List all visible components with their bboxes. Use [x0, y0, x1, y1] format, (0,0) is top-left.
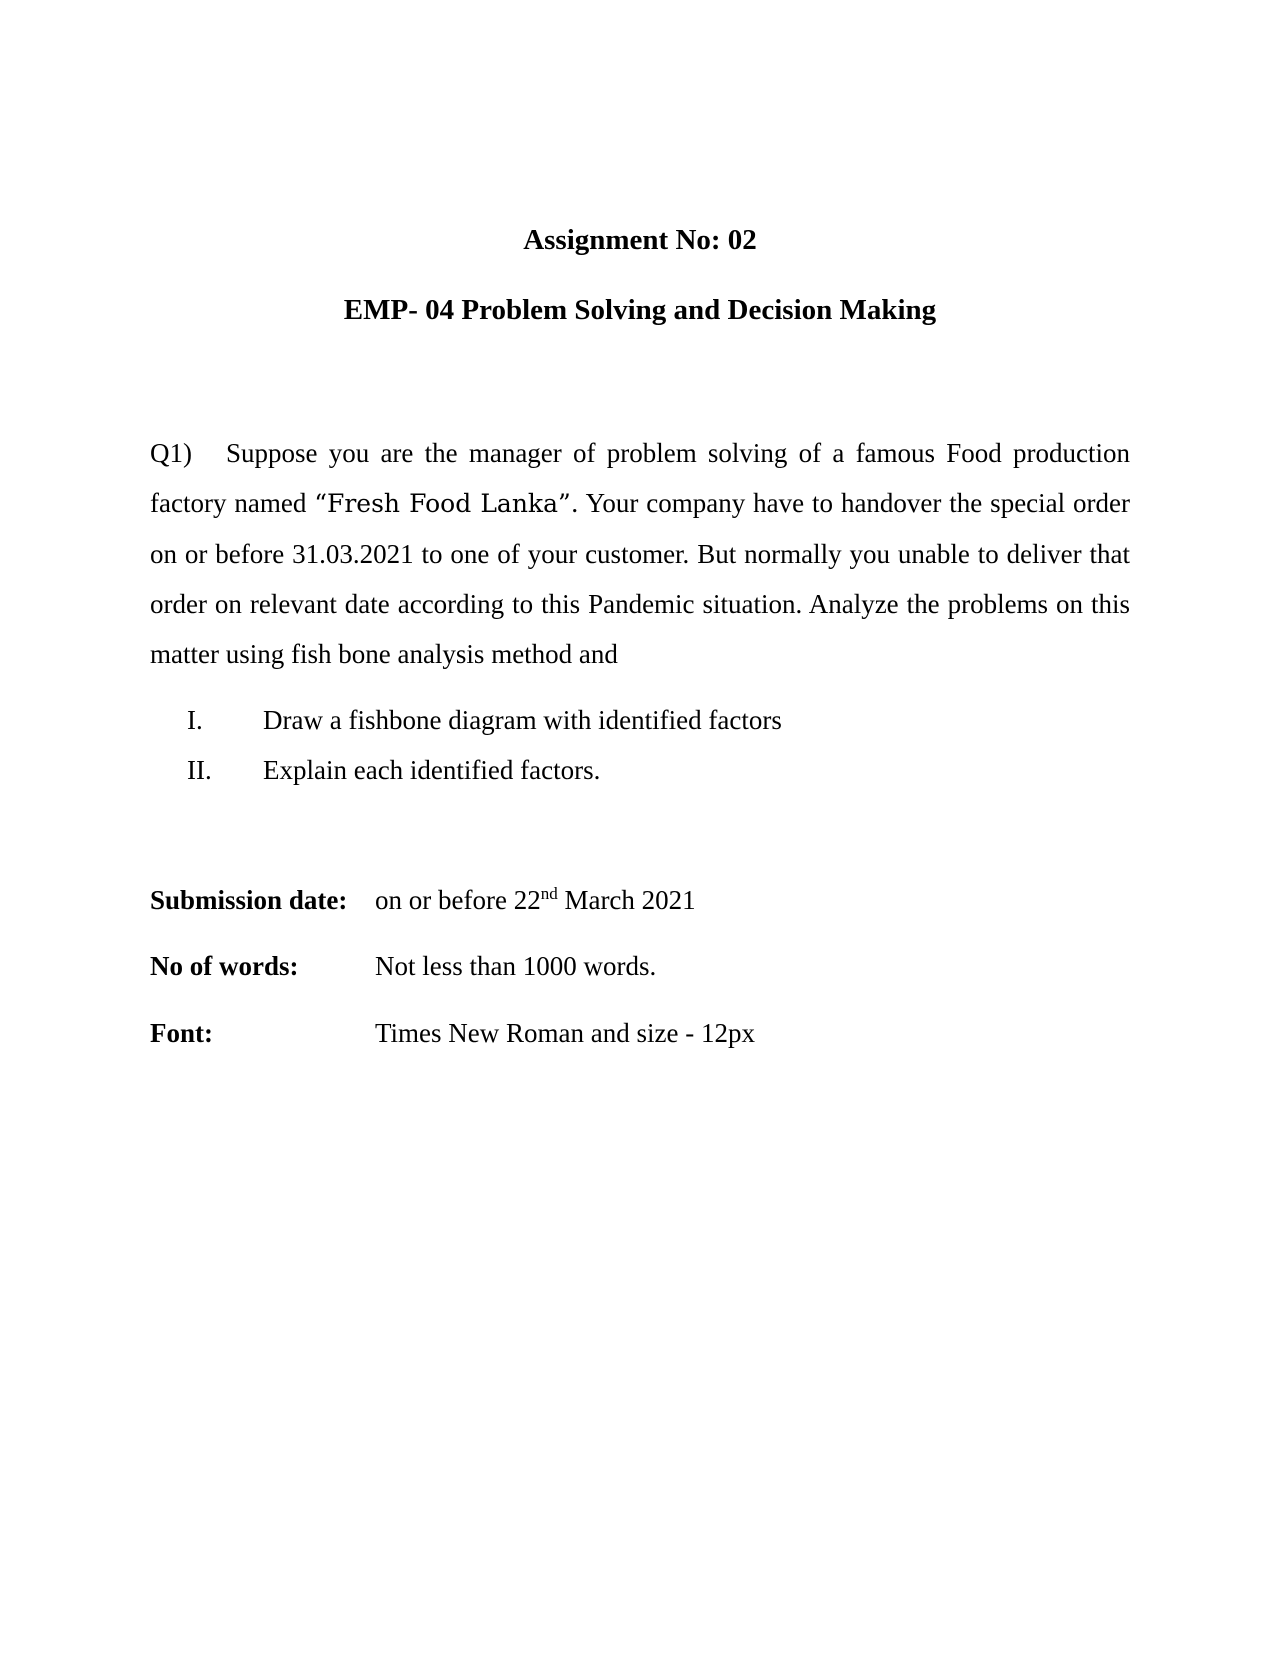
question-text-part-1: Suppose you are the manager of problem solving of a famous Food production factory named [150, 438, 1130, 518]
list-item [150, 695, 1130, 745]
task-text: Draw a fishbone diagram with identified factors [263, 705, 782, 735]
submission-date-value [375, 882, 696, 918]
question-brand-name: “Fresh Food Lanka”. [314, 489, 579, 518]
assignment-title: Assignment No: 02 [523, 224, 757, 256]
word-count-value: Not less than 1000 words. [375, 951, 657, 981]
course-title: EMP- 04 Problem Solving and Decision Making [343, 294, 937, 326]
font-label: Font: [150, 1018, 213, 1048]
font-value: Times New Roman and size - 12px [375, 1018, 755, 1048]
question-text-part-2: Your company have to handover the special order on or before 31.03.2021 to one of your customer. But normally you unable to deliver that order on relevant date according to this Pandemic situation. Analyze the problems on this matter using fish bone analysis method and [150, 488, 1131, 669]
question-label: Q1) [150, 438, 192, 468]
list-item [150, 745, 1130, 795]
task-text: Explain each identified factors. [263, 755, 601, 785]
submission-date-label: Submission date: [150, 885, 348, 915]
task-number: II. [187, 755, 212, 785]
submission-date-suffix: March 2021 [557, 885, 696, 915]
word-count-label: No of words: [150, 951, 299, 981]
task-list [150, 695, 1130, 795]
font-row [150, 1015, 1130, 1051]
submission-date-prefix: on or before 22 [375, 885, 541, 915]
word-count-row [150, 948, 1130, 984]
task-number: I. [187, 705, 203, 735]
question-paragraph [150, 428, 1130, 679]
submission-date-row [150, 882, 1130, 918]
submission-date-ordinal: nd [540, 884, 558, 903]
